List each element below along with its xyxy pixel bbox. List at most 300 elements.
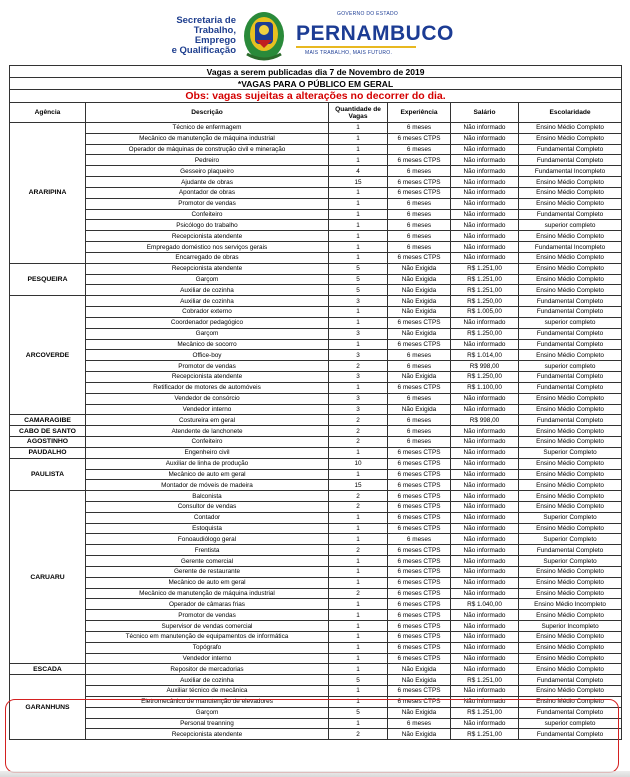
description-cell: Vendedor interno (86, 404, 329, 415)
description-cell: Gerente comercial (86, 556, 329, 567)
description-cell: Mecânico de auto em geral (86, 577, 329, 588)
description-cell: Recepcionista atendente (86, 231, 329, 242)
experience-cell: 6 meses (388, 718, 451, 729)
education-cell: superior completo (519, 317, 622, 328)
agency-cell: ESCADA (10, 664, 86, 675)
salary-cell: Não informado (451, 458, 519, 469)
table-row (10, 220, 622, 231)
salary-cell: Não informado (451, 566, 519, 577)
description-cell: Personal treanning (86, 718, 329, 729)
salary-cell: R$ 1.040,00 (451, 599, 519, 610)
education-cell: Fundamental Completo (519, 155, 622, 166)
experience-cell: Não Exigida (388, 307, 451, 318)
quantity-cell: 1 (329, 187, 388, 198)
quantity-cell: 1 (329, 317, 388, 328)
table-row (10, 566, 622, 577)
salary-cell: Não informado (451, 231, 519, 242)
experience-cell: 6 meses CTPS (388, 382, 451, 393)
salary-cell: R$ 998,00 (451, 415, 519, 426)
education-cell: Superior Completo (519, 556, 622, 567)
description-cell: Office-boy (86, 350, 329, 361)
salary-cell: Não informado (451, 621, 519, 632)
table-row (10, 404, 622, 415)
quantity-cell: 1 (329, 534, 388, 545)
description-cell: Garçom (86, 707, 329, 718)
salary-cell: Não informado (451, 133, 519, 144)
table-row (10, 534, 622, 545)
education-cell: Ensino Médio Completo (519, 285, 622, 296)
education-cell: Fundamental Completo (519, 209, 622, 220)
secretaria-line: Secretaria de (176, 15, 236, 26)
table-row (10, 285, 622, 296)
education-cell: Superior Completo (519, 447, 622, 458)
quantity-cell: 3 (329, 328, 388, 339)
quantity-cell: 1 (329, 577, 388, 588)
quantity-cell: 1 (329, 653, 388, 664)
note-row (10, 90, 622, 103)
table-row (10, 426, 622, 437)
description-cell: Auxiliar de linha de produção (86, 458, 329, 469)
table-row (10, 458, 622, 469)
education-cell: Ensino Médio Completo (519, 566, 622, 577)
table-row (10, 252, 622, 263)
salary-cell: Não informado (451, 556, 519, 567)
education-cell: superior completo (519, 220, 622, 231)
education-cell: Ensino Médio Completo (519, 404, 622, 415)
table-row (10, 545, 622, 556)
experience-cell: Não Exigida (388, 328, 451, 339)
table-row (10, 437, 622, 448)
experience-cell: Não Exigida (388, 404, 451, 415)
education-cell: Ensino Médio Completo (519, 588, 622, 599)
experience-cell: 6 meses (388, 242, 451, 253)
table-row (10, 155, 622, 166)
quantity-cell: 1 (329, 339, 388, 350)
experience-cell: 6 meses (388, 231, 451, 242)
table-row (10, 653, 622, 664)
description-cell: Retificador de motores de automóveis (86, 382, 329, 393)
description-cell: Gerente de restaurante (86, 566, 329, 577)
education-cell: Ensino Médio Completo (519, 480, 622, 491)
quantity-cell: 15 (329, 480, 388, 491)
education-cell: Fundamental Completo (519, 372, 622, 383)
table-title: Vagas a serem publicadas dia 7 de Novembro de 2019 (10, 66, 622, 78)
salary-cell: Não informado (451, 610, 519, 621)
subtitle-row (10, 78, 622, 90)
description-cell: Confeiteiro (86, 437, 329, 448)
quantity-cell: 1 (329, 198, 388, 209)
experience-cell: 6 meses CTPS (388, 501, 451, 512)
quantity-cell: 1 (329, 696, 388, 707)
description-cell: Pedreiro (86, 155, 329, 166)
salary-cell: Não informado (451, 642, 519, 653)
education-cell: Ensino Médio Completo (519, 263, 622, 274)
quantity-cell: 5 (329, 274, 388, 285)
quantity-cell: 2 (329, 491, 388, 502)
quantity-cell: 10 (329, 458, 388, 469)
quantity-cell: 1 (329, 382, 388, 393)
salary-cell: R$ 1.251,00 (451, 263, 519, 274)
quantity-cell: 2 (329, 415, 388, 426)
agency-cell: CAMARAGIBE (10, 415, 86, 426)
quantity-cell: 3 (329, 350, 388, 361)
education-cell: Ensino Médio Completo (519, 350, 622, 361)
description-cell: Engenheiro civil (86, 447, 329, 458)
experience-cell: 6 meses CTPS (388, 631, 451, 642)
salary-cell: Não informado (451, 404, 519, 415)
description-cell: Recepcionista atendente (86, 263, 329, 274)
salary-cell: Não informado (451, 523, 519, 534)
education-cell: Ensino Médio Completo (519, 123, 622, 134)
education-cell: Fundamental Completo (519, 675, 622, 686)
experience-cell: 6 meses (388, 534, 451, 545)
salary-cell: Não informado (451, 588, 519, 599)
education-cell: Fundamental Incompleto (519, 242, 622, 253)
experience-cell: 6 meses (388, 123, 451, 134)
quantity-cell: 2 (329, 437, 388, 448)
quantity-cell: 3 (329, 372, 388, 383)
salary-cell: Não informado (451, 187, 519, 198)
table-row (10, 415, 622, 426)
experience-cell: 6 meses (388, 198, 451, 209)
quantity-cell: 1 (329, 621, 388, 632)
quantity-cell: 3 (329, 296, 388, 307)
quantity-cell: 1 (329, 307, 388, 318)
experience-cell: 6 meses CTPS (388, 177, 451, 188)
description-cell: Técnico de enfermagem (86, 123, 329, 134)
salary-cell: Não informado (451, 664, 519, 675)
education-cell: Ensino Médio Completo (519, 610, 622, 621)
column-header: Escolaridade (519, 103, 622, 123)
education-cell: Fundamental Completo (519, 382, 622, 393)
salary-cell: Não informado (451, 631, 519, 642)
table-row (10, 501, 622, 512)
table-row (10, 133, 622, 144)
salary-cell: Não informado (451, 393, 519, 404)
table-row (10, 339, 622, 350)
salary-cell: R$ 1.251,00 (451, 707, 519, 718)
experience-cell: 6 meses CTPS (388, 480, 451, 491)
experience-cell: 6 meses CTPS (388, 447, 451, 458)
agency-cell: CABO DE SANTO (10, 426, 86, 437)
quantity-cell: 1 (329, 610, 388, 621)
description-cell: Mecânico de socorro (86, 339, 329, 350)
salary-cell: Não informado (451, 501, 519, 512)
garanhuns-highlight (5, 699, 619, 773)
education-cell: Ensino Médio Completo (519, 393, 622, 404)
education-cell: Ensino Médio Completo (519, 274, 622, 285)
education-cell: Ensino Médio Incompleto (519, 599, 622, 610)
experience-cell: 6 meses CTPS (388, 155, 451, 166)
agency-cell: PESQUEIRA (10, 263, 86, 295)
education-cell: Fundamental Completo (519, 339, 622, 350)
salary-cell: R$ 1.250,00 (451, 372, 519, 383)
note-text: Obs: vagas sujeitas a alterações no decorrer do dia. (10, 90, 622, 103)
description-cell: Fonoaudiólogo geral (86, 534, 329, 545)
education-cell: Superior Completo (519, 534, 622, 545)
education-cell: Fundamental Completo (519, 545, 622, 556)
agency-cell: ARCOVERDE (10, 296, 86, 415)
quantity-cell: 1 (329, 144, 388, 155)
description-cell: Psicólogo do trabalho (86, 220, 329, 231)
table-row (10, 231, 622, 242)
description-cell: Apontador de obras (86, 187, 329, 198)
quantity-cell: 5 (329, 707, 388, 718)
experience-cell: Não Exigida (388, 263, 451, 274)
experience-cell: 6 meses (388, 209, 451, 220)
table-row (10, 144, 622, 155)
description-cell: Gesseiro plaqueiro (86, 166, 329, 177)
bottom-fade (0, 771, 630, 777)
experience-cell: 6 meses CTPS (388, 577, 451, 588)
salary-cell: Não informado (451, 317, 519, 328)
quantity-cell: 2 (329, 729, 388, 740)
table-row (10, 209, 622, 220)
experience-cell: Não Exigida (388, 285, 451, 296)
column-header: Quantidade de Vagas (329, 103, 388, 123)
experience-cell: Não Exigida (388, 274, 451, 285)
education-cell: Ensino Médio Completo (519, 426, 622, 437)
quantity-cell: 1 (329, 599, 388, 610)
description-cell: Topógrafo (86, 642, 329, 653)
experience-cell: 6 meses CTPS (388, 523, 451, 534)
salary-cell: R$ 1.251,00 (451, 675, 519, 686)
salary-cell: R$ 1.014,00 (451, 350, 519, 361)
quantity-cell: 1 (329, 523, 388, 534)
description-cell: Mecânico de auto em geral (86, 469, 329, 480)
education-cell: Ensino Médio Completo (519, 469, 622, 480)
table-row (10, 664, 622, 675)
description-cell: Contador (86, 512, 329, 523)
experience-cell: Não Exigida (388, 296, 451, 307)
state-name: PERNAMBUCO (296, 22, 454, 45)
education-cell: Fundamental Incompleto (519, 166, 622, 177)
table-row (10, 686, 622, 697)
quantity-cell: 1 (329, 631, 388, 642)
agency-cell: CARUARU (10, 491, 86, 664)
education-cell: Ensino Médio Completo (519, 198, 622, 209)
quantity-cell: 1 (329, 252, 388, 263)
experience-cell: 6 meses CTPS (388, 610, 451, 621)
coat-of-arms-icon (241, 10, 287, 62)
description-cell: Vendedor de consórcio (86, 393, 329, 404)
salary-cell: Não informado (451, 123, 519, 134)
table-row (10, 599, 622, 610)
salary-cell: R$ 1.005,00 (451, 307, 519, 318)
salary-cell: Não informado (451, 252, 519, 263)
brand-underline (296, 46, 416, 48)
education-cell: Fundamental Completo (519, 729, 622, 740)
quantity-cell: 1 (329, 469, 388, 480)
header-row (10, 103, 622, 123)
description-cell: Mecânico de manutenção de máquina industrial (86, 588, 329, 599)
quantity-cell: 3 (329, 393, 388, 404)
experience-cell: 6 meses CTPS (388, 556, 451, 567)
description-cell: Auxiliar de cozinha (86, 296, 329, 307)
column-header: Experiência (388, 103, 451, 123)
agency-cell: GARANHUNS (10, 675, 86, 740)
quantity-cell: 1 (329, 512, 388, 523)
quantity-cell: 1 (329, 220, 388, 231)
experience-cell: 6 meses (388, 144, 451, 155)
table-row (10, 556, 622, 567)
description-cell: Mecânico de manutenção de máquina industrial (86, 133, 329, 144)
education-cell: Ensino Médio Completo (519, 523, 622, 534)
salary-cell: Não informado (451, 653, 519, 664)
experience-cell: 6 meses CTPS (388, 512, 451, 523)
table-row (10, 198, 622, 209)
quantity-cell: 1 (329, 123, 388, 134)
description-cell: Eletromecânico de manutenção de elevadores (86, 696, 329, 707)
description-cell: Repositor de mercadorias (86, 664, 329, 675)
quantity-cell: 1 (329, 231, 388, 242)
experience-cell: 6 meses CTPS (388, 469, 451, 480)
description-cell: Auxiliar técnico de mecânica (86, 686, 329, 697)
salary-cell: R$ 998,00 (451, 361, 519, 372)
quantity-cell: 1 (329, 209, 388, 220)
quantity-cell: 3 (329, 404, 388, 415)
quantity-cell: 15 (329, 177, 388, 188)
salary-cell: Não informado (451, 534, 519, 545)
education-cell: superior completo (519, 361, 622, 372)
table-row (10, 296, 622, 307)
table-row (10, 469, 622, 480)
table-row (10, 274, 622, 285)
description-cell: Montador de móveis de madeira (86, 480, 329, 491)
salary-cell: Não informado (451, 696, 519, 707)
experience-cell: 6 meses CTPS (388, 653, 451, 664)
education-cell: Superior Incompleto (519, 621, 622, 632)
description-cell: Auxiliar de cozinha (86, 675, 329, 686)
table-row (10, 372, 622, 383)
experience-cell: Não Exigida (388, 729, 451, 740)
description-cell: Confeiteiro (86, 209, 329, 220)
education-cell: Ensino Médio Completo (519, 664, 622, 675)
experience-cell: 6 meses CTPS (388, 458, 451, 469)
description-cell: Ajudante de obras (86, 177, 329, 188)
quantity-cell: 5 (329, 285, 388, 296)
table-row (10, 480, 622, 491)
salary-cell: Não informado (451, 209, 519, 220)
salary-cell: Não informado (451, 144, 519, 155)
agency-cell: AGOSTINHO (10, 437, 86, 448)
table-row (10, 588, 622, 599)
table-row (10, 242, 622, 253)
column-header: Salário (451, 103, 519, 123)
table-row (10, 361, 622, 372)
description-cell: Costureira em geral (86, 415, 329, 426)
description-cell: Vendedor interno (86, 653, 329, 664)
vacancies-table (9, 65, 622, 740)
description-cell: Recepcionista atendente (86, 729, 329, 740)
education-cell: Ensino Médio Completo (519, 653, 622, 664)
experience-cell: 6 meses (388, 361, 451, 372)
agency-cell: PAUDALHO (10, 447, 86, 458)
education-cell: Ensino Médio Completo (519, 631, 622, 642)
table-row (10, 621, 622, 632)
salary-cell: Não informado (451, 577, 519, 588)
table-row (10, 642, 622, 653)
slogan: MAIS TRABALHO, MAIS FUTURO. (305, 50, 393, 56)
salary-cell: Não informado (451, 220, 519, 231)
experience-cell: 6 meses (388, 437, 451, 448)
salary-cell: Não informado (451, 198, 519, 209)
description-cell: Garçom (86, 328, 329, 339)
table-row (10, 317, 622, 328)
secretaria-line: e Qualificação (171, 45, 236, 56)
table-row (10, 577, 622, 588)
education-cell: Fundamental Completo (519, 307, 622, 318)
description-cell: Operador de máquinas de construção civil e mineração (86, 144, 329, 155)
experience-cell: 6 meses CTPS (388, 252, 451, 263)
description-cell: Técnico em manutenção de equipamentos de informática (86, 631, 329, 642)
table-row (10, 675, 622, 686)
experience-cell: Não Exigida (388, 664, 451, 675)
experience-cell: 6 meses CTPS (388, 599, 451, 610)
experience-cell: Não Exigida (388, 707, 451, 718)
salary-cell: Não informado (451, 437, 519, 448)
quantity-cell: 1 (329, 664, 388, 675)
quantity-cell: 1 (329, 155, 388, 166)
description-cell: Auxiliar de cozinha (86, 285, 329, 296)
education-cell: Ensino Médio Completo (519, 686, 622, 697)
description-cell: Garçom (86, 274, 329, 285)
quantity-cell: 2 (329, 501, 388, 512)
education-cell: Fundamental Completo (519, 415, 622, 426)
table-body (10, 66, 622, 740)
salary-cell: Não informado (451, 469, 519, 480)
education-cell: Fundamental Completo (519, 296, 622, 307)
education-cell: superior completo (519, 718, 622, 729)
quantity-cell: 4 (329, 166, 388, 177)
education-cell: Superior Completo (519, 512, 622, 523)
salary-cell: Não informado (451, 426, 519, 437)
secretaria-line: Trabalho, Emprego (193, 25, 236, 46)
salary-cell: R$ 1.100,00 (451, 382, 519, 393)
description-cell: Atendente de lanchonete (86, 426, 329, 437)
salary-cell: R$ 1.250,00 (451, 296, 519, 307)
quantity-cell: 5 (329, 263, 388, 274)
description-cell: Balconista (86, 491, 329, 502)
experience-cell: 6 meses (388, 350, 451, 361)
salary-cell: Não informado (451, 686, 519, 697)
table-row (10, 123, 622, 134)
salary-cell: Não informado (451, 166, 519, 177)
education-cell: Ensino Médio Completo (519, 501, 622, 512)
education-cell: Fundamental Completo (519, 328, 622, 339)
experience-cell: 6 meses CTPS (388, 545, 451, 556)
table-row (10, 512, 622, 523)
education-cell: Ensino Médio Completo (519, 491, 622, 502)
salary-cell: Não informado (451, 718, 519, 729)
description-cell: Supervisor de vendas comercial (86, 621, 329, 632)
experience-cell: 6 meses CTPS (388, 317, 451, 328)
quantity-cell: 1 (329, 447, 388, 458)
quantity-cell: 2 (329, 361, 388, 372)
description-cell: Recepcionista atendente (86, 372, 329, 383)
experience-cell: 6 meses CTPS (388, 696, 451, 707)
quantity-cell: 1 (329, 133, 388, 144)
description-cell: Frentista (86, 545, 329, 556)
column-header: Agência (10, 103, 86, 123)
experience-cell: 6 meses CTPS (388, 621, 451, 632)
column-header: Descrição (86, 103, 329, 123)
experience-cell: 6 meses (388, 426, 451, 437)
title-row (10, 66, 622, 78)
education-cell: Ensino Médio Completo (519, 577, 622, 588)
salary-cell: R$ 1.251,00 (451, 274, 519, 285)
table-row (10, 166, 622, 177)
